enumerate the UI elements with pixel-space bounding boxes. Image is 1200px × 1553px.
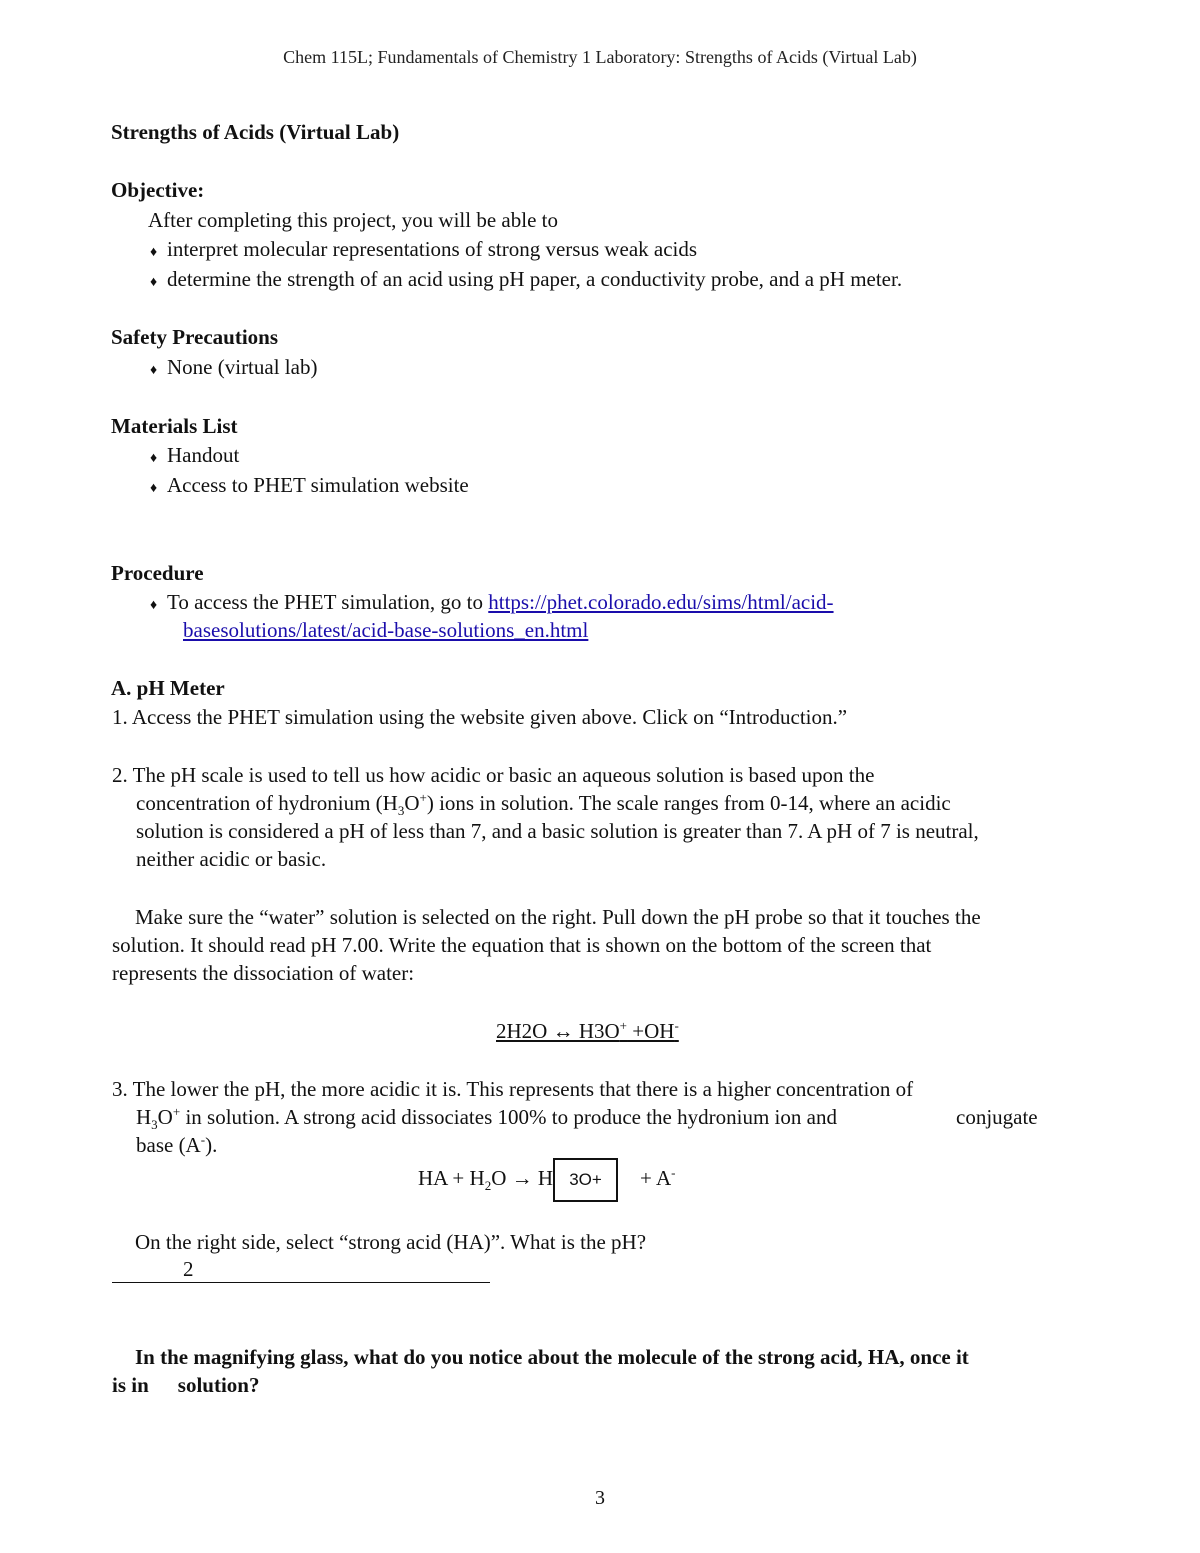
phet-link-continued[interactable]: basesolutions/latest/acid-base-solutions_en.html xyxy=(183,618,589,642)
safety-bullet xyxy=(150,355,317,380)
page-header: Chem 115L; Fundamentals of Chemistry 1 Laboratory: Strengths of Acids (Virtual Lab) xyxy=(283,47,917,67)
subscript: 2 xyxy=(484,1178,492,1194)
diamond-bullet-icon: ♦ xyxy=(150,363,158,378)
ph-question: On the right side, select “strong acid (HA)”. What is the pH? xyxy=(135,1230,647,1254)
superscript: + xyxy=(419,790,427,805)
objective-heading: Objective: xyxy=(111,178,205,202)
procedure-heading: Procedure xyxy=(111,561,204,585)
diamond-bullet-icon: ♦ xyxy=(150,245,158,260)
safety-heading: Safety Precautions xyxy=(111,325,279,349)
superscript: + xyxy=(172,1104,181,1119)
step-3-line xyxy=(136,1104,837,1133)
procedure-bullet xyxy=(150,590,834,615)
superscript: - xyxy=(671,1165,676,1180)
safety-bullet-text: None (virtual lab) xyxy=(167,355,318,379)
diamond-bullet-icon: ♦ xyxy=(150,451,158,466)
procedure-bullet-text: To access the PHET simulation, go to xyxy=(167,590,489,614)
objective-bullet-text: determine the strength of an acid using pH paper, a conductivity probe, and a pH meter. xyxy=(167,267,903,291)
materials-heading: Materials List xyxy=(111,414,238,438)
answer-box[interactable]: 3O+ xyxy=(553,1158,618,1202)
text-fragment: O xyxy=(157,1105,173,1129)
instruction-line: Make sure the “water” solution is selected on the right. Pull down the pH probe so that it touches the xyxy=(135,905,981,929)
instruction-line: solution. It should read pH 7.00. Write the equation that is shown on the bottom of the screen that xyxy=(112,933,932,957)
superscript: - xyxy=(674,1018,679,1033)
bold-question xyxy=(112,1373,259,1398)
equation-text: O → H xyxy=(491,1166,554,1190)
superscript: - xyxy=(200,1132,206,1147)
text-fragment: is in xyxy=(112,1373,149,1397)
text-fragment: ). xyxy=(205,1133,218,1157)
step-3-word: conjugate xyxy=(956,1105,1038,1129)
subscript: 3 xyxy=(151,1117,158,1133)
objective-intro: After completing this project, you will be able to xyxy=(148,208,558,232)
acid-dissociation-equation xyxy=(418,1156,675,1200)
step-3-line: 3. The lower the pH, the more acidic it is. This represents that there is a higher concentration of xyxy=(112,1077,914,1101)
answer-value: 2 xyxy=(183,1257,194,1281)
text-fragment: base (A xyxy=(136,1133,201,1157)
step-3-line xyxy=(136,1133,217,1158)
step-2-line: 2. The pH scale is used to tell us how acidic or basic an aqueous solution is based upon the xyxy=(112,763,875,787)
text-fragment: concentration of hydronium (H xyxy=(136,791,398,815)
objective-bullet xyxy=(150,237,697,262)
equation-text: HA + H xyxy=(418,1166,485,1190)
phet-link[interactable]: https://phet.colorado.edu/sims/html/acid- xyxy=(488,590,834,614)
objective-bullet-text: interpret molecular representations of strong versus weak acids xyxy=(167,237,698,261)
objective-bullet xyxy=(150,267,902,292)
subscript: 3 xyxy=(397,803,405,819)
diamond-bullet-icon: ♦ xyxy=(150,481,158,496)
materials-bullet xyxy=(150,473,469,498)
superscript: + xyxy=(619,1018,628,1033)
equation-text: 2H2O ↔ H3O xyxy=(496,1019,620,1043)
equation-text: +OH xyxy=(627,1019,675,1043)
text-fragment: solution? xyxy=(177,1373,260,1397)
diamond-bullet-icon: ♦ xyxy=(150,275,158,290)
materials-bullet-text: Access to PHET simulation website xyxy=(167,473,469,497)
text-fragment: ) ions in solution. The scale ranges from 0-14, where an acidic xyxy=(426,791,951,815)
materials-bullet-text: Handout xyxy=(167,443,240,467)
instruction-line: represents the dissociation of water: xyxy=(112,961,415,985)
page-number: 3 xyxy=(595,1487,605,1509)
text-fragment: H xyxy=(136,1105,152,1129)
text-fragment: in solution. A strong acid dissociates 100% to produce the hydronium ion and xyxy=(180,1105,837,1129)
diamond-bullet-icon: ♦ xyxy=(150,598,158,613)
step-2-line: neither acidic or basic. xyxy=(136,847,327,871)
answer-line[interactable] xyxy=(112,1257,490,1283)
doc-title: Strengths of Acids (Virtual Lab) xyxy=(111,120,400,144)
step-2-line: solution is considered a pH of less than 7, and a basic solution is greater than 7. A pH of 7 is neutral, xyxy=(136,819,979,843)
water-dissociation-equation xyxy=(496,1019,679,1044)
text-fragment: O xyxy=(404,791,420,815)
step-1: 1. Access the PHET simulation using the website given above. Click on “Introduction.” xyxy=(112,705,848,729)
materials-bullet xyxy=(150,443,239,468)
section-a-heading: A. pH Meter xyxy=(111,676,225,700)
bold-question: In the magnifying glass, what do you notice about the molecule of the strong acid, HA, once it xyxy=(135,1345,969,1369)
equation-text: + A xyxy=(640,1166,672,1190)
step-2-line xyxy=(136,790,951,819)
